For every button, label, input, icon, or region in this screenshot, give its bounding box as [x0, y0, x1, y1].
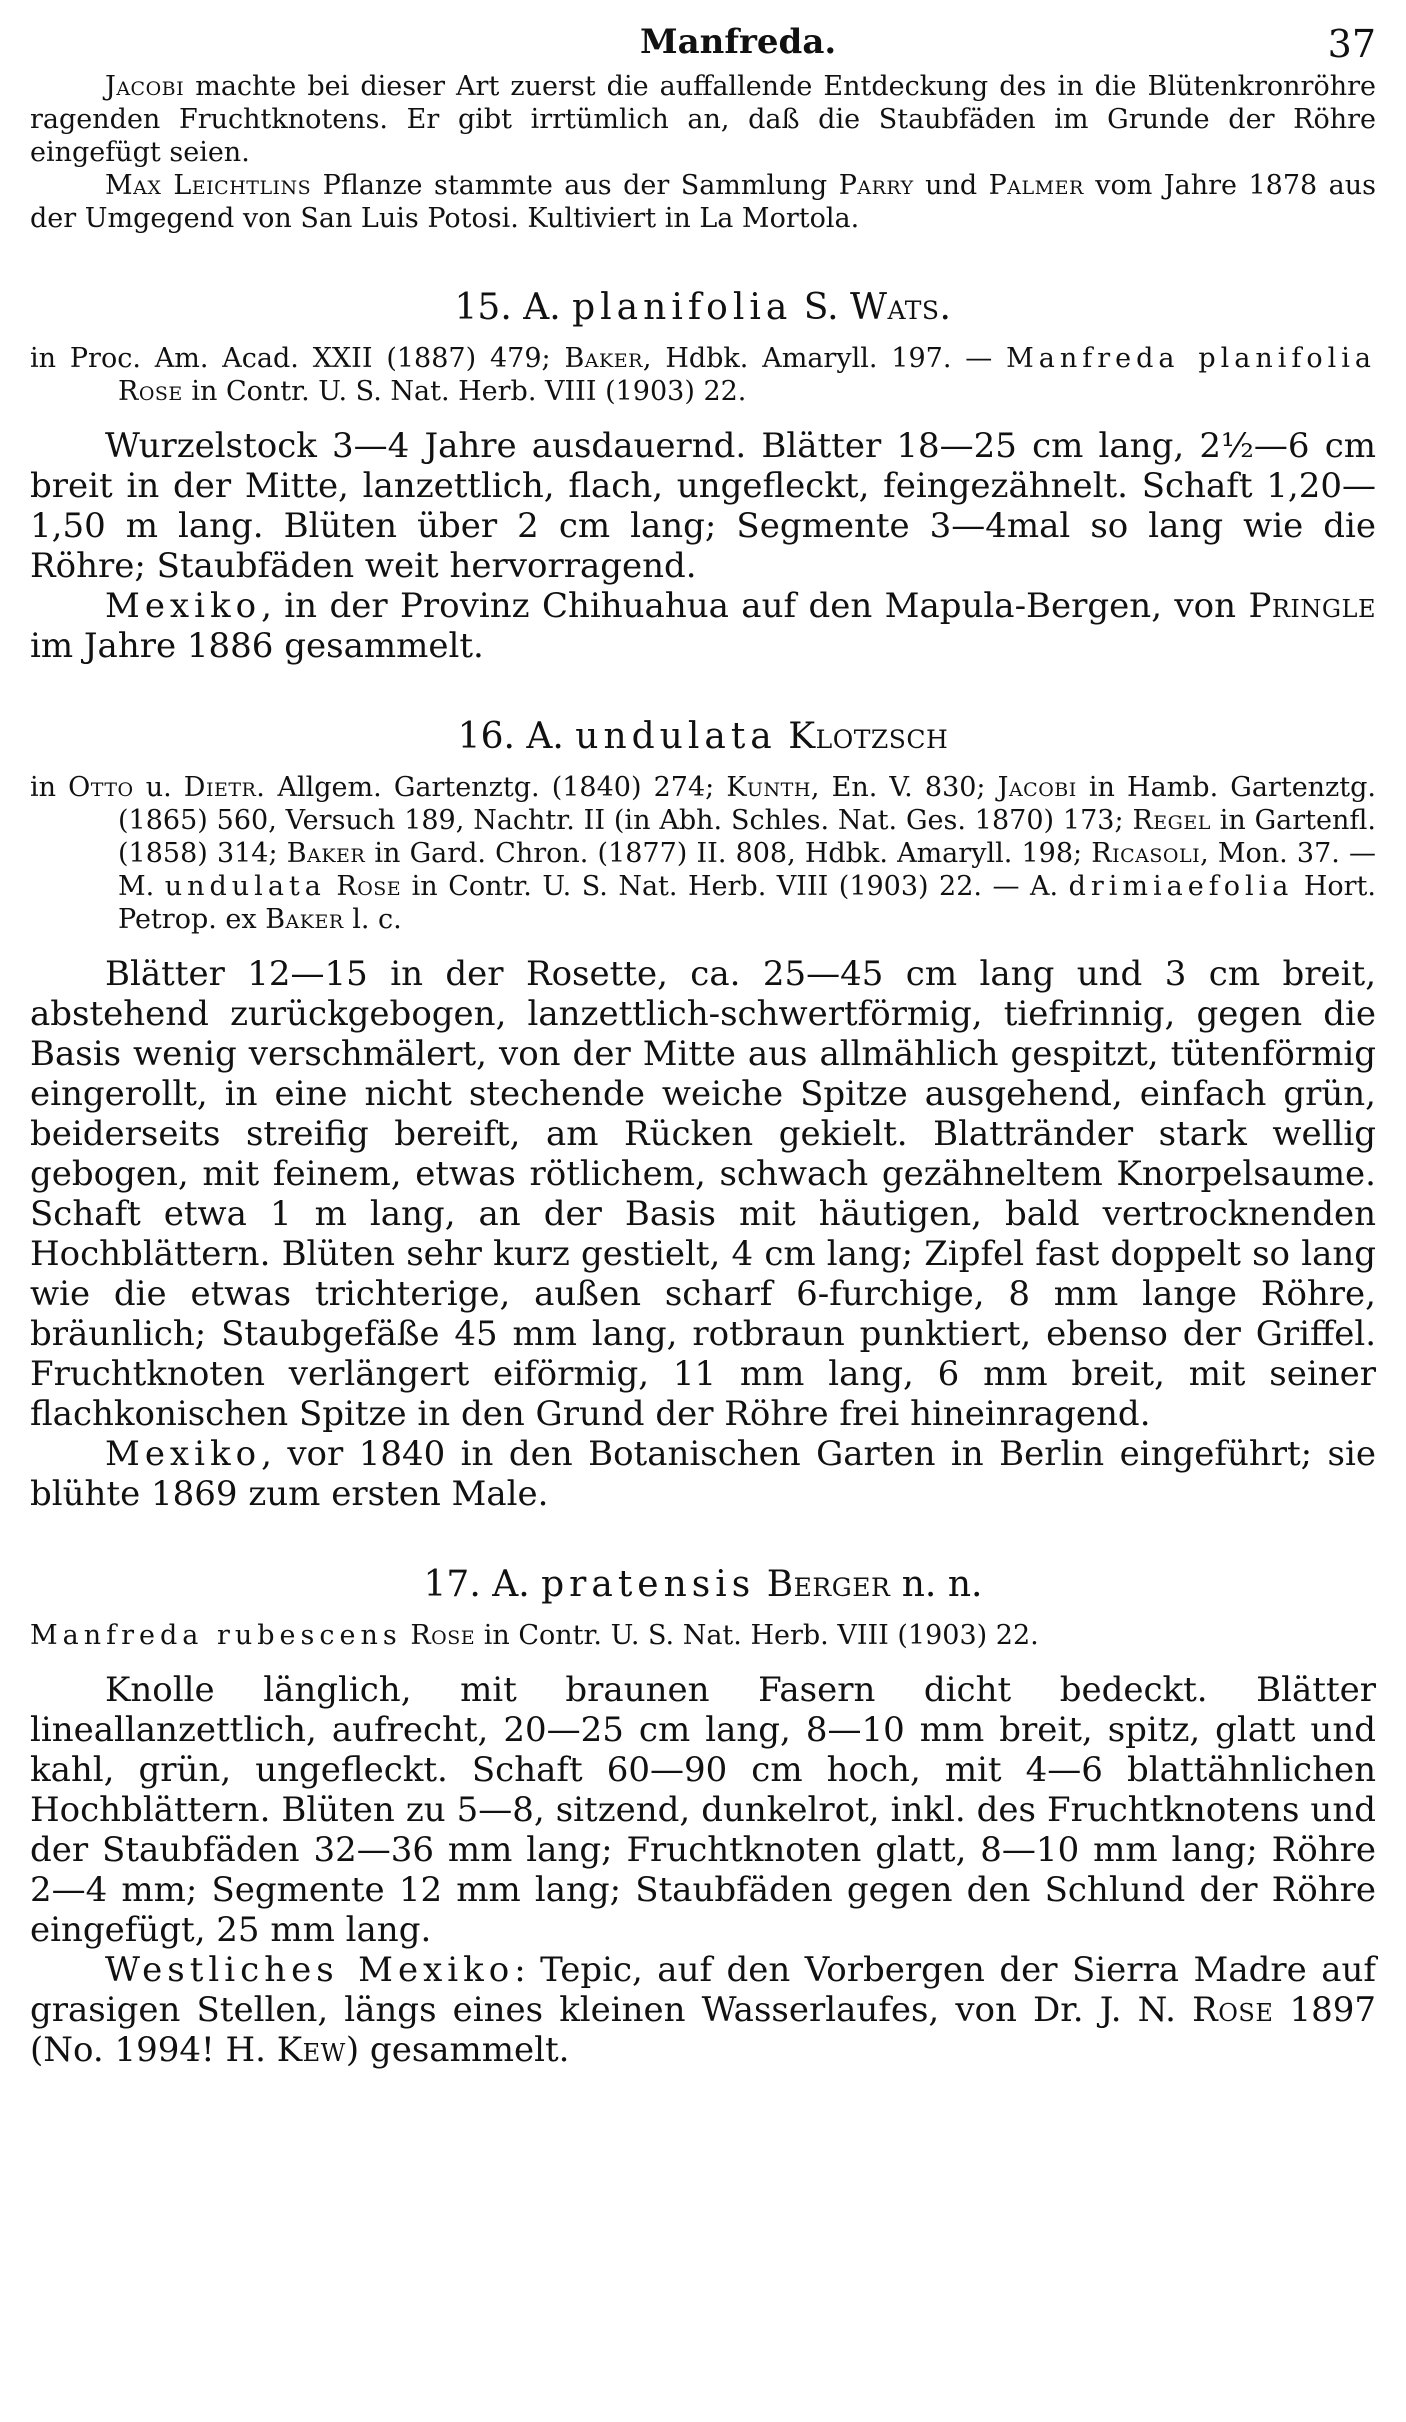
text-run: , vor 1840 in den Botanischen Garten in Berlin eingeführt; sie blühte 1869 zum ersten Male. — [30, 1434, 1376, 1514]
description — [30, 1670, 1376, 1950]
species-heading — [30, 287, 1376, 328]
text-run: im Jahre 1886 gesammelt. — [30, 626, 484, 666]
book-page — [30, 0, 1376, 2070]
page-number: 37 — [1327, 22, 1376, 66]
author-name: Regel — [1132, 805, 1211, 836]
author-name: Jacobi — [997, 772, 1077, 803]
text-run: , Hdbk. Amaryll. 197. — — [642, 343, 1007, 374]
species-section-17 — [30, 1564, 1376, 2070]
author-name: Baker — [564, 343, 643, 374]
text-run: in Hamb. Gartenztg. (1865) 560, Versuch 189, Nachtr. II (in Abh. Schles. Nat. Ges. 1870) 173; — [118, 772, 1377, 836]
text-run: 17. A. — [423, 1564, 542, 1605]
text-run: 15. A. — [454, 287, 573, 328]
text-run — [755, 1564, 766, 1605]
author-name: Wats. — [850, 287, 952, 328]
text-run — [777, 716, 788, 757]
taxon-name: Westliches Mexiko — [105, 1950, 515, 1990]
text-run: in Gard. Chron. (1877) II. 808, Hdbk. Amaryll. 198; — [365, 838, 1092, 869]
taxon-name: Mexiko — [105, 586, 262, 626]
text-run: vom Jahre 1878 aus der Umgegend von San Luis Potosi. Kultiviert in La Mortola. — [30, 170, 1376, 234]
taxon-name: planifolia — [572, 287, 793, 328]
author-name: Rose — [410, 1620, 476, 1651]
author-name: Otto — [68, 772, 134, 803]
author-name: Rose — [118, 376, 183, 407]
author-name: Palmer — [988, 170, 1084, 201]
text-run: ) gesammelt. — [345, 2030, 570, 2070]
text-run: Hort. Petrop. ex — [118, 871, 1376, 935]
taxon-name: Mexiko — [105, 1434, 262, 1474]
text-run: in Contr. U. S. Nat. Herb. VIII (1903) 22. — A. — [401, 871, 1069, 902]
taxon-name: pratensis — [541, 1564, 756, 1605]
text-run: Wurzelstock 3—4 Jahre ausdauernd. Blätter 18—25 cm lang, 2½—6 cm breit in der Mitte, lanzettlich, flach, ungefleckt, feingezähnelt. Schaft 1,20—1,50 m lang. Blüten über 2 cm lang; Segmente 3—4mal so lang wie die Röhre; Staubfäden weit hervorragend. — [30, 426, 1376, 586]
running-header — [30, 0, 1376, 70]
description — [30, 426, 1376, 586]
taxon-name: Manfreda rubescens — [30, 1620, 402, 1651]
synonymy — [30, 1619, 1376, 1652]
text-run: in — [30, 772, 69, 803]
text-run: l. c. — [343, 904, 402, 935]
distribution — [30, 1950, 1376, 2070]
distribution — [30, 1434, 1376, 1514]
author-name: Kew — [276, 2030, 346, 2070]
author-name: Baker — [265, 904, 344, 935]
text-run — [326, 871, 337, 902]
author-name: Jacobi — [105, 71, 185, 102]
taxon-name: undulata — [575, 716, 777, 757]
text-run: , Mon. 37. — M. — [118, 838, 1377, 902]
text-run: n. n. — [890, 1564, 983, 1605]
distribution — [30, 586, 1376, 666]
text-run: , En. V. 830; — [810, 772, 998, 803]
author-name: Klotzsch — [788, 716, 949, 757]
text-run: in Gartenfl. (1858) 314; — [118, 805, 1376, 869]
text-run: S. — [792, 287, 851, 328]
author-name: Parry — [838, 170, 914, 201]
text-run: 1897 (No. 1994! H. — [30, 1990, 1376, 2070]
text-run: , in der Provinz Chihuahua auf den Mapula-Bergen, von — [261, 586, 1249, 626]
species-section-16 — [30, 716, 1376, 1514]
species-section-15 — [30, 287, 1376, 666]
intro-paragraph-2 — [30, 169, 1376, 235]
synonymy — [30, 771, 1376, 936]
author-name: Berger — [766, 1564, 891, 1605]
synonymy — [30, 342, 1376, 408]
author-name: Baker — [286, 838, 366, 869]
author-name: Ricasoli — [1091, 838, 1201, 869]
running-title: Manfreda. — [640, 22, 837, 62]
taxon-name: drimiaefolia — [1068, 871, 1294, 902]
text-run: u. — [133, 772, 184, 803]
taxon-name: undulata — [164, 871, 326, 902]
description — [30, 954, 1376, 1434]
author-name: Max Leichtlins — [105, 170, 312, 201]
text-run: Allgem. Gartenztg. (1840) 274; — [265, 772, 727, 803]
text-run: Blätter 12—15 in der Rosette, ca. 25—45 cm lang und 3 cm breit, abstehend zurückgebogen, lanzettlich-schwertförmig, tiefrinnig, gegen die Basis wenig verschmälert, von der Mitte aus allmählich gespitzt, tütenförmig eingerollt, in eine nicht stechende weiche Spitze ausgehend, einfach grün, beiderseits streifig bereift, am Rücken gekielt. Blattränder stark wellig gebogen, mit feinem, etwas rötlichem, schwach gezähneltem Knorpelsaume. Schaft etwa 1 m lang, an der Basis mit häutigen, bald vertrocknenden Hochblättern. Blüten sehr kurz gestielt, 4 cm lang; Zipfel fast doppelt so lang wie die etwas trichterige, außen scharf 6-furchige, 8 mm lange Röhre, bräunlich; Staubgefäße 45 mm lang, rotbraun punktiert, ebenso der Griffel. Fruchtknoten verlängert eiförmig, 11 mm lang, 6 mm breit, mit seiner flachkonischen Spitze in den Grund der Röhre frei hineinragend. — [30, 954, 1376, 1434]
text-run: in Contr. U. S. Nat. Herb. VIII (1903) 22. — [182, 376, 747, 407]
species-heading — [30, 716, 1376, 757]
text-run: Knolle länglich, mit braunen Fasern dicht bedeckt. Blätter lineallanzettlich, aufrecht, 20—25 cm lang, 8—10 mm breit, spitz, glatt und kahl, grün, ungefleckt. Schaft 60—90 cm hoch, mit 4—6 blattähnlichen Hochblättern. Blüten zu 5—8, sitzend, dunkelrot, inkl. des Fruchtknotens und der Staubfäden 32—36 mm lang; Fruchtknoten glatt, 8—10 mm lang; Röhre 2—4 mm; Segmente 12 mm lang; Staubfäden gegen den Schlund der Röhre eingefügt, 25 mm lang. — [30, 1670, 1376, 1950]
author-name: Rose — [336, 871, 402, 902]
taxon-name: Manfreda planifolia — [1006, 343, 1376, 374]
text-run: : Tepic, auf den Vorbergen der Sierra Madre auf grasigen Stellen, längs eines kleinen Wasserlaufes, von Dr. J. N. — [30, 1950, 1377, 2030]
text-run: machte bei dieser Art zuerst die auffallende Entdeckung des in die Blütenkronröhre ragenden Fruchtknotens. Er gibt irrtümlich an, daß die Staubfäden im Grunde der Röhre eingefügt seien. — [30, 71, 1376, 168]
text-run: und — [913, 170, 989, 201]
author-name: Kunth — [726, 772, 811, 803]
author-name: Pringle — [1248, 586, 1376, 626]
text-run: Pflanze stammte aus der Sammlung — [311, 170, 839, 201]
species-heading — [30, 1564, 1376, 1605]
author-name: Rose — [1192, 1990, 1274, 2030]
intro-paragraph-1 — [30, 70, 1376, 169]
text-run: 16. A. — [457, 716, 576, 757]
author-name: Dietr. — [183, 772, 266, 803]
text-run: in Proc. Am. Acad. XXII (1887) 479; — [30, 343, 565, 374]
text-run: in Contr. U. S. Nat. Herb. VIII (1903) 22. — [475, 1620, 1039, 1651]
